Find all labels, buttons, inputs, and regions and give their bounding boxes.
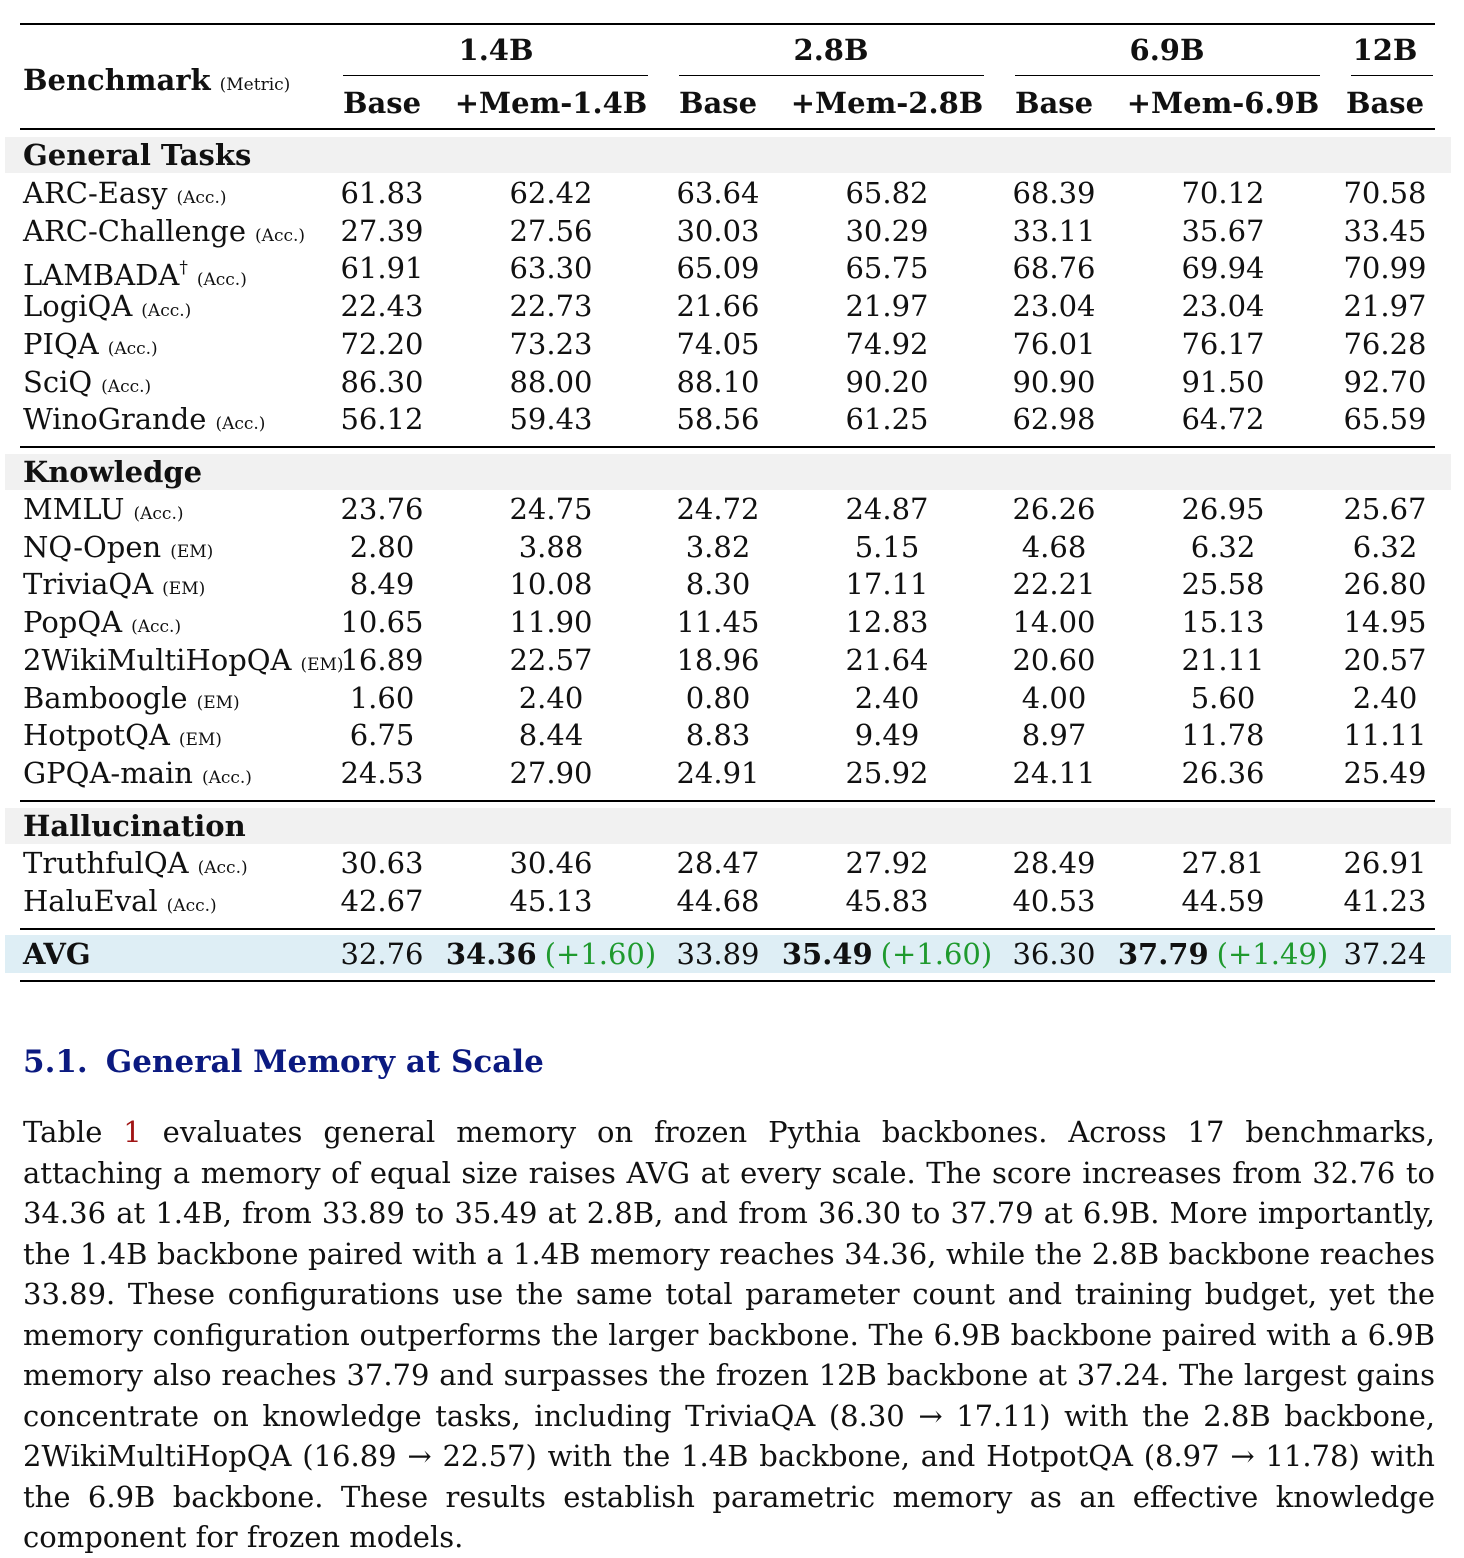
- table-cell: 23.04: [1012, 289, 1096, 324]
- section-title: General Tasks: [23, 138, 252, 172]
- column-header: Base: [678, 86, 758, 120]
- table-cell: 56.12: [340, 402, 424, 437]
- table-cell: 69.94: [1181, 251, 1265, 286]
- table-cell: 27.92: [845, 846, 929, 880]
- table-cell: 76.01: [1012, 326, 1096, 361]
- table-cell: 27.39: [340, 213, 424, 248]
- table-cell: 25.58: [1181, 567, 1265, 602]
- corner-header: [23, 62, 290, 103]
- group-header: 1.4B: [458, 33, 534, 67]
- table-cell: 73.23: [509, 326, 593, 361]
- benchmark-name: SciQ: [23, 364, 93, 399]
- corner-label: Benchmark: [23, 63, 211, 97]
- group-underline: [1351, 75, 1433, 76]
- table-cell: 65.82: [845, 176, 929, 210]
- benchmark-label: [23, 680, 240, 721]
- table-cell: 8.44: [518, 718, 584, 753]
- table-cell: 63.64: [676, 176, 760, 210]
- benchmark-name: ARC-Challenge: [23, 213, 247, 248]
- corner-metric: (Metric): [219, 75, 291, 95]
- table-cell: 21.11: [1181, 642, 1265, 677]
- table-cell: 27.56: [509, 213, 593, 248]
- section-heading: [23, 1044, 544, 1080]
- table-cell: 61.83: [340, 176, 424, 210]
- benchmark-name: WinoGrande: [23, 402, 207, 437]
- table-cell: 90.90: [1012, 364, 1096, 399]
- table-cell: 27.90: [509, 755, 593, 790]
- benchmark-label: [23, 175, 227, 216]
- top-rule: [20, 23, 1435, 25]
- section-title: Knowledge: [23, 455, 203, 489]
- avg-value: 37.79: [1117, 937, 1209, 971]
- table-cell: 16.89: [340, 642, 424, 677]
- benchmark-name: PIQA: [23, 326, 99, 361]
- metric-label: (EM): [196, 692, 240, 713]
- table-cell: 26.36: [1181, 755, 1265, 790]
- table-cell: 76.28: [1343, 326, 1427, 361]
- table-cell: 23.04: [1181, 289, 1265, 324]
- table-cell: 4.00: [1021, 680, 1087, 715]
- group-underline: [343, 75, 648, 76]
- table-cell: 88.00: [509, 364, 593, 399]
- metric-label: (Acc.): [215, 414, 266, 435]
- table-cell: 6.32: [1352, 529, 1418, 564]
- metric-label: (EM): [300, 654, 344, 675]
- group-header: 12B: [1352, 33, 1418, 67]
- table-cell: 20.60: [1012, 642, 1096, 677]
- avg-gain: (+1.49): [1216, 937, 1329, 971]
- table-cell: 2.80: [349, 529, 415, 564]
- table-cell: 61.91: [340, 251, 424, 286]
- table-cell: 45.13: [509, 883, 593, 918]
- table-cell: 26.95: [1181, 492, 1265, 526]
- table-cell: 74.05: [676, 326, 760, 361]
- group-header: 2.8B: [793, 33, 869, 67]
- metric-label: (EM): [178, 730, 222, 751]
- avg-value: 34.36: [445, 937, 537, 971]
- group-underline: [1015, 75, 1320, 76]
- table-cell: 33.45: [1343, 213, 1427, 248]
- table-cell: 20.57: [1343, 642, 1427, 677]
- table-cell: 4.68: [1021, 529, 1087, 564]
- table-cell: 41.23: [1343, 883, 1427, 918]
- table-cell: 14.00: [1012, 605, 1096, 640]
- table-cell: 22.73: [509, 289, 593, 324]
- avg-value: 36.30: [1012, 937, 1096, 971]
- avg-value: 32.76: [340, 937, 424, 971]
- table-cell: 21.97: [1343, 289, 1427, 324]
- metric-label: (Acc.): [107, 338, 158, 359]
- benchmark-name: TriviaQA: [23, 567, 154, 602]
- table-cell: 8.30: [685, 567, 751, 602]
- benchmark-name: PopQA: [23, 605, 123, 640]
- benchmark-label: [23, 883, 217, 924]
- table-cell: 9.49: [854, 718, 920, 753]
- table-cell: 92.70: [1343, 364, 1427, 399]
- table-cell: 24.87: [845, 492, 929, 526]
- benchmark-label: [23, 566, 205, 607]
- table-cell: 33.11: [1012, 213, 1096, 248]
- table-cell: 65.75: [845, 251, 929, 286]
- table-cell: 30.63: [340, 846, 424, 880]
- section-rule: [20, 446, 1435, 448]
- table-cell: 22.21: [1012, 567, 1096, 602]
- section-rule: [20, 928, 1435, 930]
- bottom-rule: [20, 980, 1435, 982]
- metric-label: (Acc.): [131, 617, 182, 638]
- table-cell: 12.83: [845, 605, 929, 640]
- benchmark-name: LogiQA: [23, 289, 133, 324]
- metric-label: (Acc.): [197, 858, 248, 878]
- table-cell: 28.49: [1012, 846, 1096, 880]
- avg-cell: [340, 936, 423, 972]
- table-cell: 74.92: [845, 326, 929, 361]
- table-cell: 22.57: [509, 642, 593, 677]
- table-cell: 14.95: [1343, 605, 1427, 640]
- table-cell: 21.97: [845, 289, 929, 324]
- metric-label: (Acc.): [255, 225, 306, 246]
- table-cell: 22.43: [340, 289, 424, 324]
- benchmark-name: HaluEval: [23, 883, 158, 918]
- benchmark-label: [23, 717, 222, 758]
- benchmark-label: [23, 326, 158, 367]
- table-cell: 88.10: [676, 364, 760, 399]
- benchmark-label: [23, 755, 252, 796]
- table-cell: 61.25: [845, 402, 929, 437]
- benchmark-name: LAMBADA: [23, 258, 180, 293]
- metric-label: (Acc.): [141, 301, 192, 322]
- benchmark-label: [23, 604, 181, 645]
- column-header: Base: [342, 86, 422, 120]
- table-cell: 10.08: [509, 567, 593, 602]
- table-cell: 70.99: [1343, 251, 1427, 286]
- table-cell: 3.82: [685, 529, 751, 564]
- table-cell: 30.03: [676, 213, 760, 248]
- table-cell: 26.91: [1343, 846, 1427, 880]
- table-cell: 68.39: [1012, 176, 1096, 210]
- benchmark-name: NQ-Open: [23, 529, 162, 564]
- table-cell: 6.75: [349, 718, 415, 753]
- benchmark-label: [23, 213, 305, 254]
- table-cell: 8.83: [685, 718, 751, 753]
- table-cell: 65.59: [1343, 402, 1427, 437]
- table-cell: 91.50: [1181, 364, 1265, 399]
- table-cell: 26.80: [1343, 567, 1427, 602]
- table-cell: 62.98: [1012, 402, 1096, 437]
- table-cell: 8.97: [1021, 718, 1087, 753]
- metric-label: (Acc.): [133, 504, 184, 524]
- table-cell: 25.92: [845, 755, 929, 790]
- table-cell: 5.15: [854, 529, 920, 564]
- body-paragraph: [23, 1112, 1435, 1558]
- benchmark-name: ARC-Easy: [23, 176, 168, 210]
- table-cell: 42.67: [340, 883, 424, 918]
- table-cell: 6.32: [1190, 529, 1256, 564]
- table-cell: 3.88: [518, 529, 584, 564]
- table-cell: 10.65: [340, 605, 424, 640]
- avg-cell: [782, 936, 992, 972]
- table-cell: 59.43: [509, 402, 593, 437]
- metric-label: (Acc.): [176, 188, 227, 208]
- table-cell: 24.11: [1012, 755, 1096, 790]
- benchmark-label: [23, 491, 184, 532]
- table-cell: 44.59: [1181, 883, 1265, 918]
- table-cell: 28.47: [676, 846, 760, 880]
- avg-cell: [1343, 936, 1426, 972]
- table-cell: 24.72: [676, 492, 760, 526]
- column-header: +Mem-2.8B: [790, 86, 984, 120]
- footnote-mark: †: [179, 258, 188, 279]
- column-header: +Mem-1.4B: [454, 86, 648, 120]
- table-cell: 18.96: [676, 642, 760, 677]
- table-cell: 2.40: [1352, 680, 1418, 715]
- section-rule: [20, 800, 1435, 802]
- benchmark-label: [23, 401, 265, 442]
- table-cell: 86.30: [340, 364, 424, 399]
- table-cell: 26.26: [1012, 492, 1096, 526]
- metric-label: (Acc.): [201, 767, 252, 788]
- table-cell: 30.46: [509, 846, 593, 880]
- metric-label: (Acc.): [166, 895, 217, 916]
- table-cell: 72.20: [340, 326, 424, 361]
- table-cell: 2.40: [518, 680, 584, 715]
- table-cell: 70.58: [1343, 176, 1427, 210]
- table-cell: 27.81: [1181, 846, 1265, 880]
- avg-cell: [1012, 936, 1095, 972]
- table-cell: 58.56: [676, 402, 760, 437]
- paragraph-text: evaluates general memory on frozen Pythia backbones. Across 17 benchmarks, attaching a memory of equal size raises AVG at every scale. The score increases from 32.76 to 34.36 at 1.4B, from 33.89 to 35.49 at 2.8B, and from 36.30 to 37.79 at 6.9B. More importantly, the 1.4B backbone paired with a 1.4B memory reaches 34.36, while the 2.8B backbone reaches 33.89. These configurations use the same total parameter count and training budget, yet the memory configuration outperforms the larger backbone. The 6.9B backbone paired with a 6.9B memory also reaches 37.79 and surpasses the frozen 12B backbone at 37.24. The largest gains concentrate on knowledge tasks, including TriviaQA (8.30 → 17.11) with the 2.8B backbone, 2WikiMultiHopQA (16.89 → 22.57) with the 1.4B backbone, and HotpotQA (8.97 → 11.78) with the 6.9B backbone. These results establish parametric memory as an effective knowledge component for frozen models.: [23, 1115, 1435, 1554]
- table-cell: 24.91: [676, 755, 760, 790]
- avg-cell: [676, 936, 759, 972]
- benchmark-name: GPQA-main: [23, 755, 193, 790]
- table-cell: 65.09: [676, 251, 760, 286]
- table-cell: 30.29: [845, 213, 929, 248]
- table-cell: 2.40: [854, 680, 920, 715]
- avg-cell: [1118, 936, 1328, 972]
- benchmark-label: [23, 642, 344, 683]
- table-cell: 11.45: [676, 605, 760, 640]
- table-cell: 70.12: [1181, 176, 1265, 210]
- table-reference-link[interactable]: 1: [123, 1115, 142, 1149]
- table-cell: 21.64: [845, 642, 929, 677]
- avg-cell: [446, 936, 656, 972]
- metric-label: (Acc.): [101, 376, 152, 397]
- table-cell: 68.76: [1012, 251, 1096, 286]
- table-cell: 15.13: [1181, 605, 1265, 640]
- table-cell: 25.67: [1343, 492, 1427, 526]
- table-cell: 11.78: [1181, 718, 1265, 753]
- table-cell: 8.49: [349, 567, 415, 602]
- column-header: +Mem-6.9B: [1126, 86, 1320, 120]
- table-cell: 21.66: [676, 289, 760, 324]
- table-cell: 11.11: [1343, 718, 1427, 753]
- section-band: [5, 454, 1451, 490]
- benchmark-name: TruthfulQA: [23, 846, 189, 880]
- table-cell: 0.80: [685, 680, 751, 715]
- benchmark-label: [23, 529, 213, 570]
- table-cell: 63.30: [509, 251, 593, 286]
- table-cell: 17.11: [845, 567, 929, 602]
- table-cell: 45.83: [845, 883, 929, 918]
- table-cell: 24.75: [509, 492, 593, 526]
- metric-label: (EM): [162, 579, 206, 600]
- table-cell: 40.53: [1012, 883, 1096, 918]
- avg-label: AVG: [23, 937, 91, 971]
- benchmark-name: 2WikiMultiHopQA: [23, 642, 292, 677]
- table-cell: 90.20: [845, 364, 929, 399]
- metric-label: (Acc.): [196, 270, 247, 291]
- benchmark-name: HotpotQA: [23, 718, 170, 753]
- section-title: Hallucination: [23, 809, 246, 843]
- table-cell: 76.17: [1181, 326, 1265, 361]
- benchmark-label: [23, 288, 191, 329]
- avg-value: 35.49: [781, 937, 873, 971]
- avg-gain: (+1.60): [880, 937, 993, 971]
- table-cell: 1.60: [349, 680, 415, 715]
- table-cell: 44.68: [676, 883, 760, 918]
- table-cell: 25.49: [1343, 755, 1427, 790]
- table-cell: 24.53: [340, 755, 424, 790]
- benchmark-name: MMLU: [23, 492, 125, 526]
- benchmark-name: Bamboogle: [23, 680, 188, 715]
- table-cell: 23.76: [340, 492, 424, 526]
- column-header: Base: [1345, 86, 1425, 120]
- table-cell: 64.72: [1181, 402, 1265, 437]
- table-cell: 5.60: [1190, 680, 1256, 715]
- avg-value: 33.89: [676, 937, 760, 971]
- table-cell: 35.67: [1181, 213, 1265, 248]
- metric-label: (EM): [170, 541, 214, 562]
- group-header: 6.9B: [1129, 33, 1205, 67]
- table-cell: 11.90: [509, 605, 593, 640]
- paragraph-lead: Table: [23, 1115, 103, 1149]
- avg-gain: (+1.60): [544, 937, 657, 971]
- header-rule: [20, 128, 1435, 130]
- column-header: Base: [1014, 86, 1094, 120]
- benchmark-label: [23, 364, 151, 405]
- section-title: General Memory at Scale: [105, 1044, 544, 1080]
- avg-value: 37.24: [1343, 937, 1427, 971]
- table-cell: 62.42: [509, 176, 593, 210]
- benchmark-label: [23, 845, 248, 886]
- section-number: 5.1.: [23, 1044, 88, 1080]
- group-underline: [679, 75, 984, 76]
